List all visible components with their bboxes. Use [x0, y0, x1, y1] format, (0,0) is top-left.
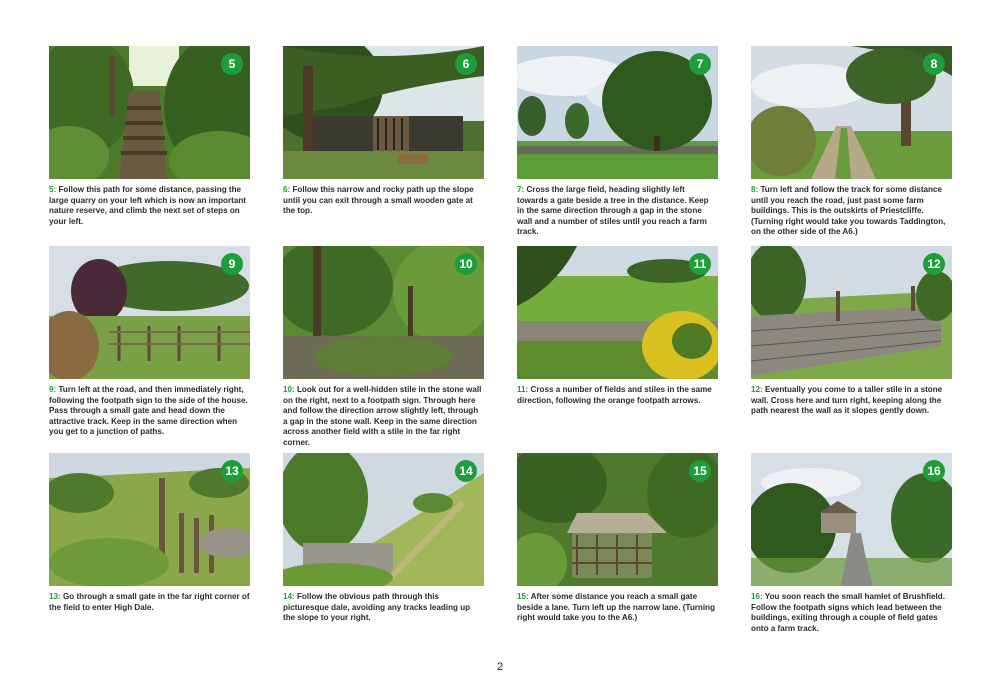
step-photo-10	[283, 246, 484, 379]
step-badge-9: 9	[221, 253, 243, 275]
step-photo-5	[49, 46, 250, 179]
step-text: Follow this path for some distance, passing the large quarry on your left which is now an important nature reserve, and climb the next set of steps on your left.	[49, 185, 246, 226]
step-badge-12: 12	[923, 253, 945, 275]
step-text: Eventually you come to a taller stile in a stone wall. Cross here and turn right, keeping along the path nearest the wall as it slopes gently down.	[751, 385, 943, 416]
step-badge-11: 11	[689, 253, 711, 275]
step-photo-13	[49, 453, 250, 586]
step-number-label: 8:	[751, 185, 759, 194]
picturesque-dale-photo	[283, 453, 484, 586]
lane-gate-photo	[517, 453, 718, 586]
step-badge-10: 10	[455, 253, 477, 275]
step-number-label: 9:	[49, 385, 57, 394]
step-photo-14	[283, 453, 484, 586]
step-caption-15	[517, 592, 718, 624]
step-text: Cross a number of fields and stiles in the same direction, following the orange footpath arrows.	[517, 385, 712, 405]
step-photo-7	[517, 46, 718, 179]
step-number-label: 15:	[517, 592, 529, 601]
step-card-13	[49, 453, 250, 643]
step-photo-6	[283, 46, 484, 179]
woodland-steps-photo	[49, 46, 250, 179]
step-text: Look out for a well-hidden stile in the stone wall on the right, next to a footpath sign. Through here and follow the direction arrow slightly left, through a gap in the stone wall. Keep in the same direction across another field with a stile in the far right corner.	[283, 385, 482, 447]
step-photo-15	[517, 453, 718, 586]
step-card-15	[517, 453, 718, 643]
walk-steps-grid	[49, 46, 952, 643]
step-text: After some distance you reach a small gate beside a lane. Turn left up the narrow lane. (Turning right would take you to the A6.)	[517, 592, 716, 623]
step-caption-9	[49, 385, 250, 438]
step-badge-16: 16	[923, 460, 945, 482]
step-text: Follow the obvious path through this picturesque dale, avoiding any tracks leading up the slope to your right.	[283, 592, 471, 623]
step-number-label: 5:	[49, 185, 57, 194]
step-photo-12	[751, 246, 952, 379]
large-field-tree-photo	[517, 46, 718, 179]
step-number-label: 10:	[283, 385, 295, 394]
step-card-9	[49, 246, 250, 453]
step-number-label: 6:	[283, 185, 291, 194]
step-caption-12	[751, 385, 952, 417]
step-caption-14	[283, 592, 484, 624]
farm-track-photo	[751, 46, 952, 179]
step-badge-14: 14	[455, 460, 477, 482]
tall-stile-stone-wall-photo	[751, 246, 952, 379]
step-text: You soon reach the small hamlet of Brushfield. Follow the footpath signs which lead between the buildings, exiting through a couple of field gates onto a farm track.	[751, 592, 945, 633]
step-photo-16	[751, 453, 952, 586]
step-text: Cross the large field, heading slightly left towards a gate beside a tree in the distance. Keep in the same direction through a gap in the stone wall and a number of stiles until you reach a farm track.	[517, 185, 709, 237]
page-number: 2	[496, 661, 504, 673]
step-number-label: 14:	[283, 592, 295, 601]
step-caption-6	[283, 185, 484, 217]
step-number-label: 12:	[751, 385, 763, 394]
step-badge-6: 6	[455, 53, 477, 75]
step-text: Go through a small gate in the far right corner of the field to enter High Dale.	[49, 592, 250, 612]
step-caption-10	[283, 385, 484, 449]
fields-stone-wall-photo	[517, 246, 718, 379]
step-badge-8: 8	[923, 53, 945, 75]
step-caption-8	[751, 185, 952, 238]
step-card-8	[751, 46, 952, 246]
step-caption-16	[751, 592, 952, 634]
step-text: Follow this narrow and rocky path up the slope until you can exit through a small wooden gate at the top.	[283, 185, 474, 216]
step-photo-11	[517, 246, 718, 379]
step-badge-15: 15	[689, 460, 711, 482]
step-caption-11	[517, 385, 718, 406]
step-card-5	[49, 46, 250, 246]
step-caption-7	[517, 185, 718, 238]
step-badge-7: 7	[689, 53, 711, 75]
high-dale-gate-photo	[49, 453, 250, 586]
step-card-16	[751, 453, 952, 643]
rocky-path-gate-photo	[283, 46, 484, 179]
step-card-11	[517, 246, 718, 453]
step-number-label: 16:	[751, 592, 763, 601]
step-text: Turn left at the road, and then immediately right, following the footpath sign to the side of the house. Pass through a small gate and head down the attractive track. Keep in the same direction when you get to a junction of paths.	[49, 385, 248, 437]
step-number-label: 13:	[49, 592, 61, 601]
step-badge-5: 5	[221, 53, 243, 75]
step-badge-13: 13	[221, 460, 243, 482]
step-card-7	[517, 46, 718, 246]
step-number-label: 7:	[517, 185, 525, 194]
step-text: Turn left and follow the track for some distance until you reach the road, just past some farm buildings. This is the outskirts of Priestcliffe. (Turning right would take you towards Taddington, on the other side of the A6.)	[751, 185, 946, 237]
step-photo-9	[49, 246, 250, 379]
step-card-14	[283, 453, 484, 643]
brushfield-hamlet-photo	[751, 453, 952, 586]
step-photo-8	[751, 46, 952, 179]
step-card-6	[283, 46, 484, 246]
step-number-label: 11:	[517, 385, 529, 394]
footpath-fence-photo	[49, 246, 250, 379]
step-card-12	[751, 246, 952, 453]
step-caption-13	[49, 592, 250, 613]
step-card-10	[283, 246, 484, 453]
hidden-stile-photo	[283, 246, 484, 379]
step-caption-5	[49, 185, 250, 227]
